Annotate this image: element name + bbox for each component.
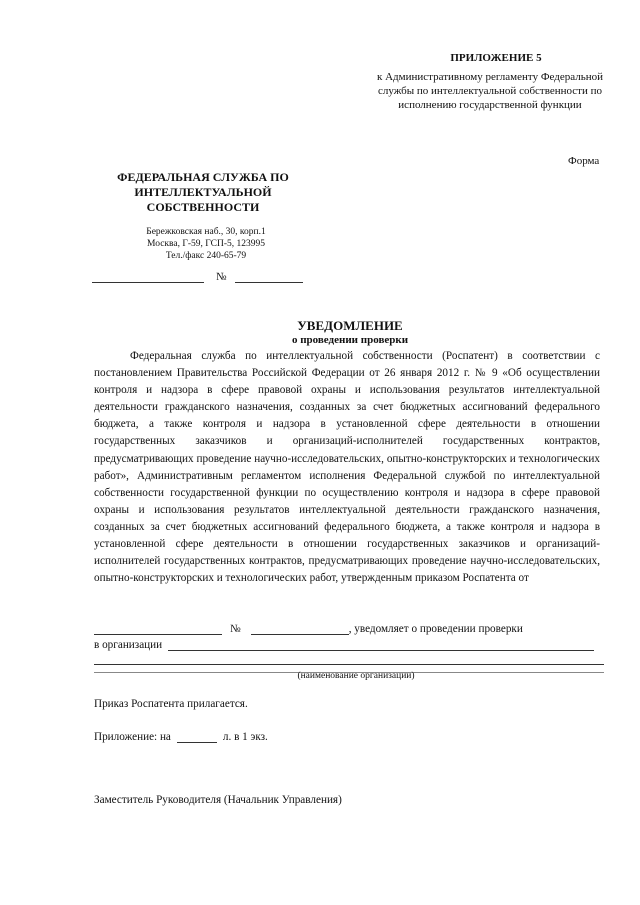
notice-title: УВЕДОМЛЕНИЕ [297, 318, 403, 333]
organization-line [94, 638, 594, 651]
appendix-subtitle: к Административному регламенту Федеральной службы по интеллектуальной собственности по исполнению государственной функции [377, 71, 603, 111]
number-sign: № [230, 623, 241, 635]
number-sign: № [216, 271, 227, 283]
organization-blank [168, 638, 594, 651]
sheet-count-blank [177, 730, 217, 743]
order-number-blank [251, 622, 349, 635]
organization-blank-line [94, 664, 604, 665]
appendix-title: ПРИЛОЖЕНИЕ 5 [450, 52, 542, 64]
organization-address [140, 226, 272, 262]
order-date-line [94, 622, 523, 635]
in-organization-label: в организации [94, 639, 163, 651]
notifies-text: , уведомляет о проведении проверки [348, 623, 523, 635]
notice-body-paragraph: Федеральная служба по интеллектуальной собственности (Роспатент) в соответствии с постановлением Правительства Российской Федерации от 26 января 2012 г. № 9 «Об осуществлении контроля и надзора в сфере правовой охраны и использования результатов интеллектуальной деятельности гражданского назначения, созданных за счет бюджетных ассигнований федерального бюджета, а также контроля и надзора в установленной сфере деятельности в отношении государственных заказчиков и организаций-исполнителей государственных контрактов, предусматривающих проведение научно-исследовательских, опытно-конструкторских и технологических работ», Административным регламентом исполнения Федеральной службой по интеллектуальной собственности государственной функции по осуществлению контроля и надзора в сфере правовой охраны и использования результатов интеллектуальной деятельности гражданского назначения, созданных за счет бюджетных ассигнований федерального бюджета, а также контроля и надзора в установленной сфере деятельности в отношении государственных заказчиков и организаций-исполнителей государственных контрактов, предусматривающих проведение научно-исследовательских, опытно-конструкторских и технологических работ, утвержденным приказом Роспатента от [94, 350, 600, 585]
address-line: Москва, Г-59, ГСП-5, 123995 [147, 239, 265, 249]
signatory-title: Заместитель Руководителя (Начальник Управления) [94, 794, 342, 806]
order-date-blank [94, 622, 222, 635]
address-line: Тел./факс 240-65-79 [165, 251, 247, 261]
order-attached-text: Приказ Роспатента прилагается. [94, 698, 248, 710]
notice-subtitle: о проведении проверки [291, 334, 409, 346]
date-blank [92, 270, 204, 283]
organization-caption: (наименование организации) [297, 671, 415, 681]
number-blank [235, 270, 303, 283]
address-line: Бережковская наб., 30, корп.1 [146, 227, 266, 237]
attachment-prefix: Приложение: на [94, 731, 171, 743]
form-label: Форма [568, 155, 600, 167]
outgoing-number-line [92, 270, 303, 283]
attachment-suffix: л. в 1 экз. [222, 731, 268, 743]
attachment-line [94, 730, 268, 743]
organization-name: ФЕДЕРАЛЬНАЯ СЛУЖБА ПО ИНТЕЛЛЕКТУАЛЬНОЙ СОБСТВЕННОСТИ [117, 170, 289, 214]
notice-body [94, 348, 600, 587]
